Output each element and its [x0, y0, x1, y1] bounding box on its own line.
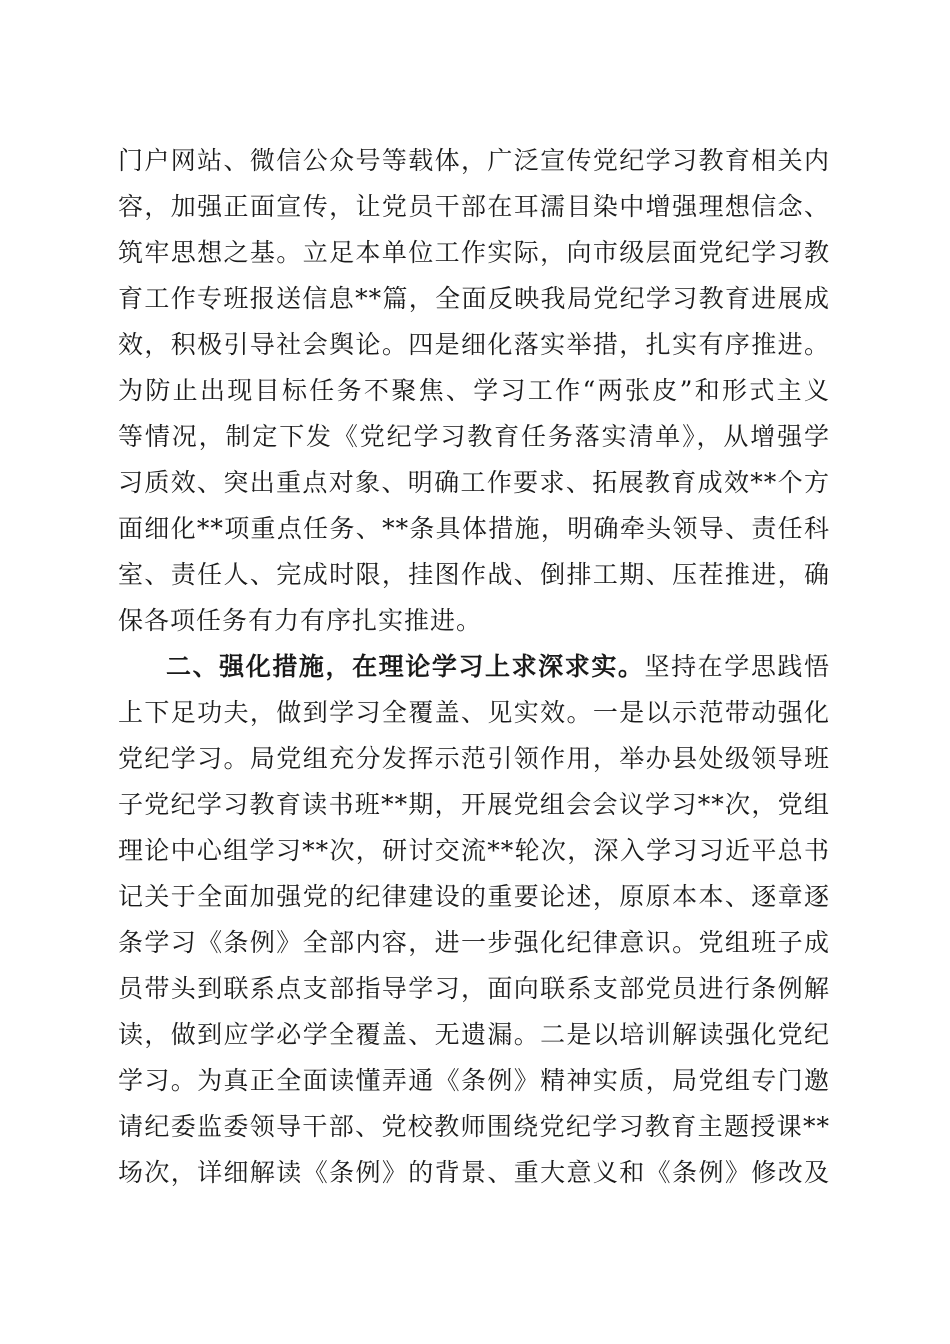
text-line: 学习。为真正全面读懂弄通《条例》精神实质，局党组专门邀 — [118, 1066, 830, 1095]
text-line: 习质效、突出重点对象、明确工作要求、拓展教育成效**个方 — [118, 468, 830, 497]
text-line: 读，做到应学必学全覆盖、无遗漏。二是以培训解读强化党纪 — [118, 1020, 830, 1049]
text-line: 效，积极引导社会舆论。四是细化落实举措，扎实有序推进。 — [118, 330, 830, 359]
section-heading: 二、强化措施，在理论学习上求深求实。 — [166, 652, 645, 681]
text-line: 子党纪学习教育读书班**期，开展党组会会议学习**次，党组 — [118, 790, 830, 819]
text-line: 室、责任人、完成时限，挂图作战、倒排工期、压茬推进，确 — [118, 560, 830, 589]
text-line: 保各项任务有力有序扎实推进。 — [118, 606, 483, 635]
text-line: 条学习《条例》全部内容，进一步强化纪律意识。党组班子成 — [118, 928, 830, 957]
text-line: 筑牢思想之基。立足本单位工作实际，向市级层面党纪学习教 — [118, 238, 830, 267]
text-line: 场次，详细解读《条例》的背景、重大意义和《条例》修改及 — [118, 1158, 830, 1187]
text-line: 育工作专班报送信息**篇，全面反映我局党纪学习教育进展成 — [118, 284, 830, 313]
text-line: 理论中心组学习**次，研讨交流**轮次，深入学习习近平总书 — [118, 836, 830, 865]
text-line: 员带头到联系点支部指导学习，面向联系支部党员进行条例解 — [118, 974, 830, 1003]
heading-line-rest: 坚持在学思践悟 — [644, 652, 830, 681]
section-heading-line — [166, 649, 830, 685]
text-line: 为防止出现目标任务不聚焦、学习工作“两张皮”和形式主义 — [118, 376, 830, 405]
text-line: 容，加强正面宣传，让党员干部在耳濡目染中增强理想信念、 — [118, 192, 830, 221]
text-line: 请纪委监委领导干部、党校教师围绕党纪学习教育主题授课** — [118, 1112, 830, 1141]
text-line: 等情况，制定下发《党纪学习教育任务落实清单》，从增强学 — [118, 422, 830, 451]
text-line: 上下足功夫，做到学习全覆盖、见实效。一是以示范带动强化 — [118, 698, 830, 727]
text-line: 门户网站、微信公众号等载体，广泛宣传党纪学习教育相关内 — [118, 146, 830, 175]
text-line: 面细化**项重点任务、**条具体措施，明确牵头领导、责任科 — [118, 514, 830, 543]
text-line: 记关于全面加强党的纪律建设的重要论述，原原本本、逐章逐 — [118, 882, 830, 911]
text-line: 党纪学习。局党组充分发挥示范引领作用，举办县处级领导班 — [118, 744, 830, 773]
